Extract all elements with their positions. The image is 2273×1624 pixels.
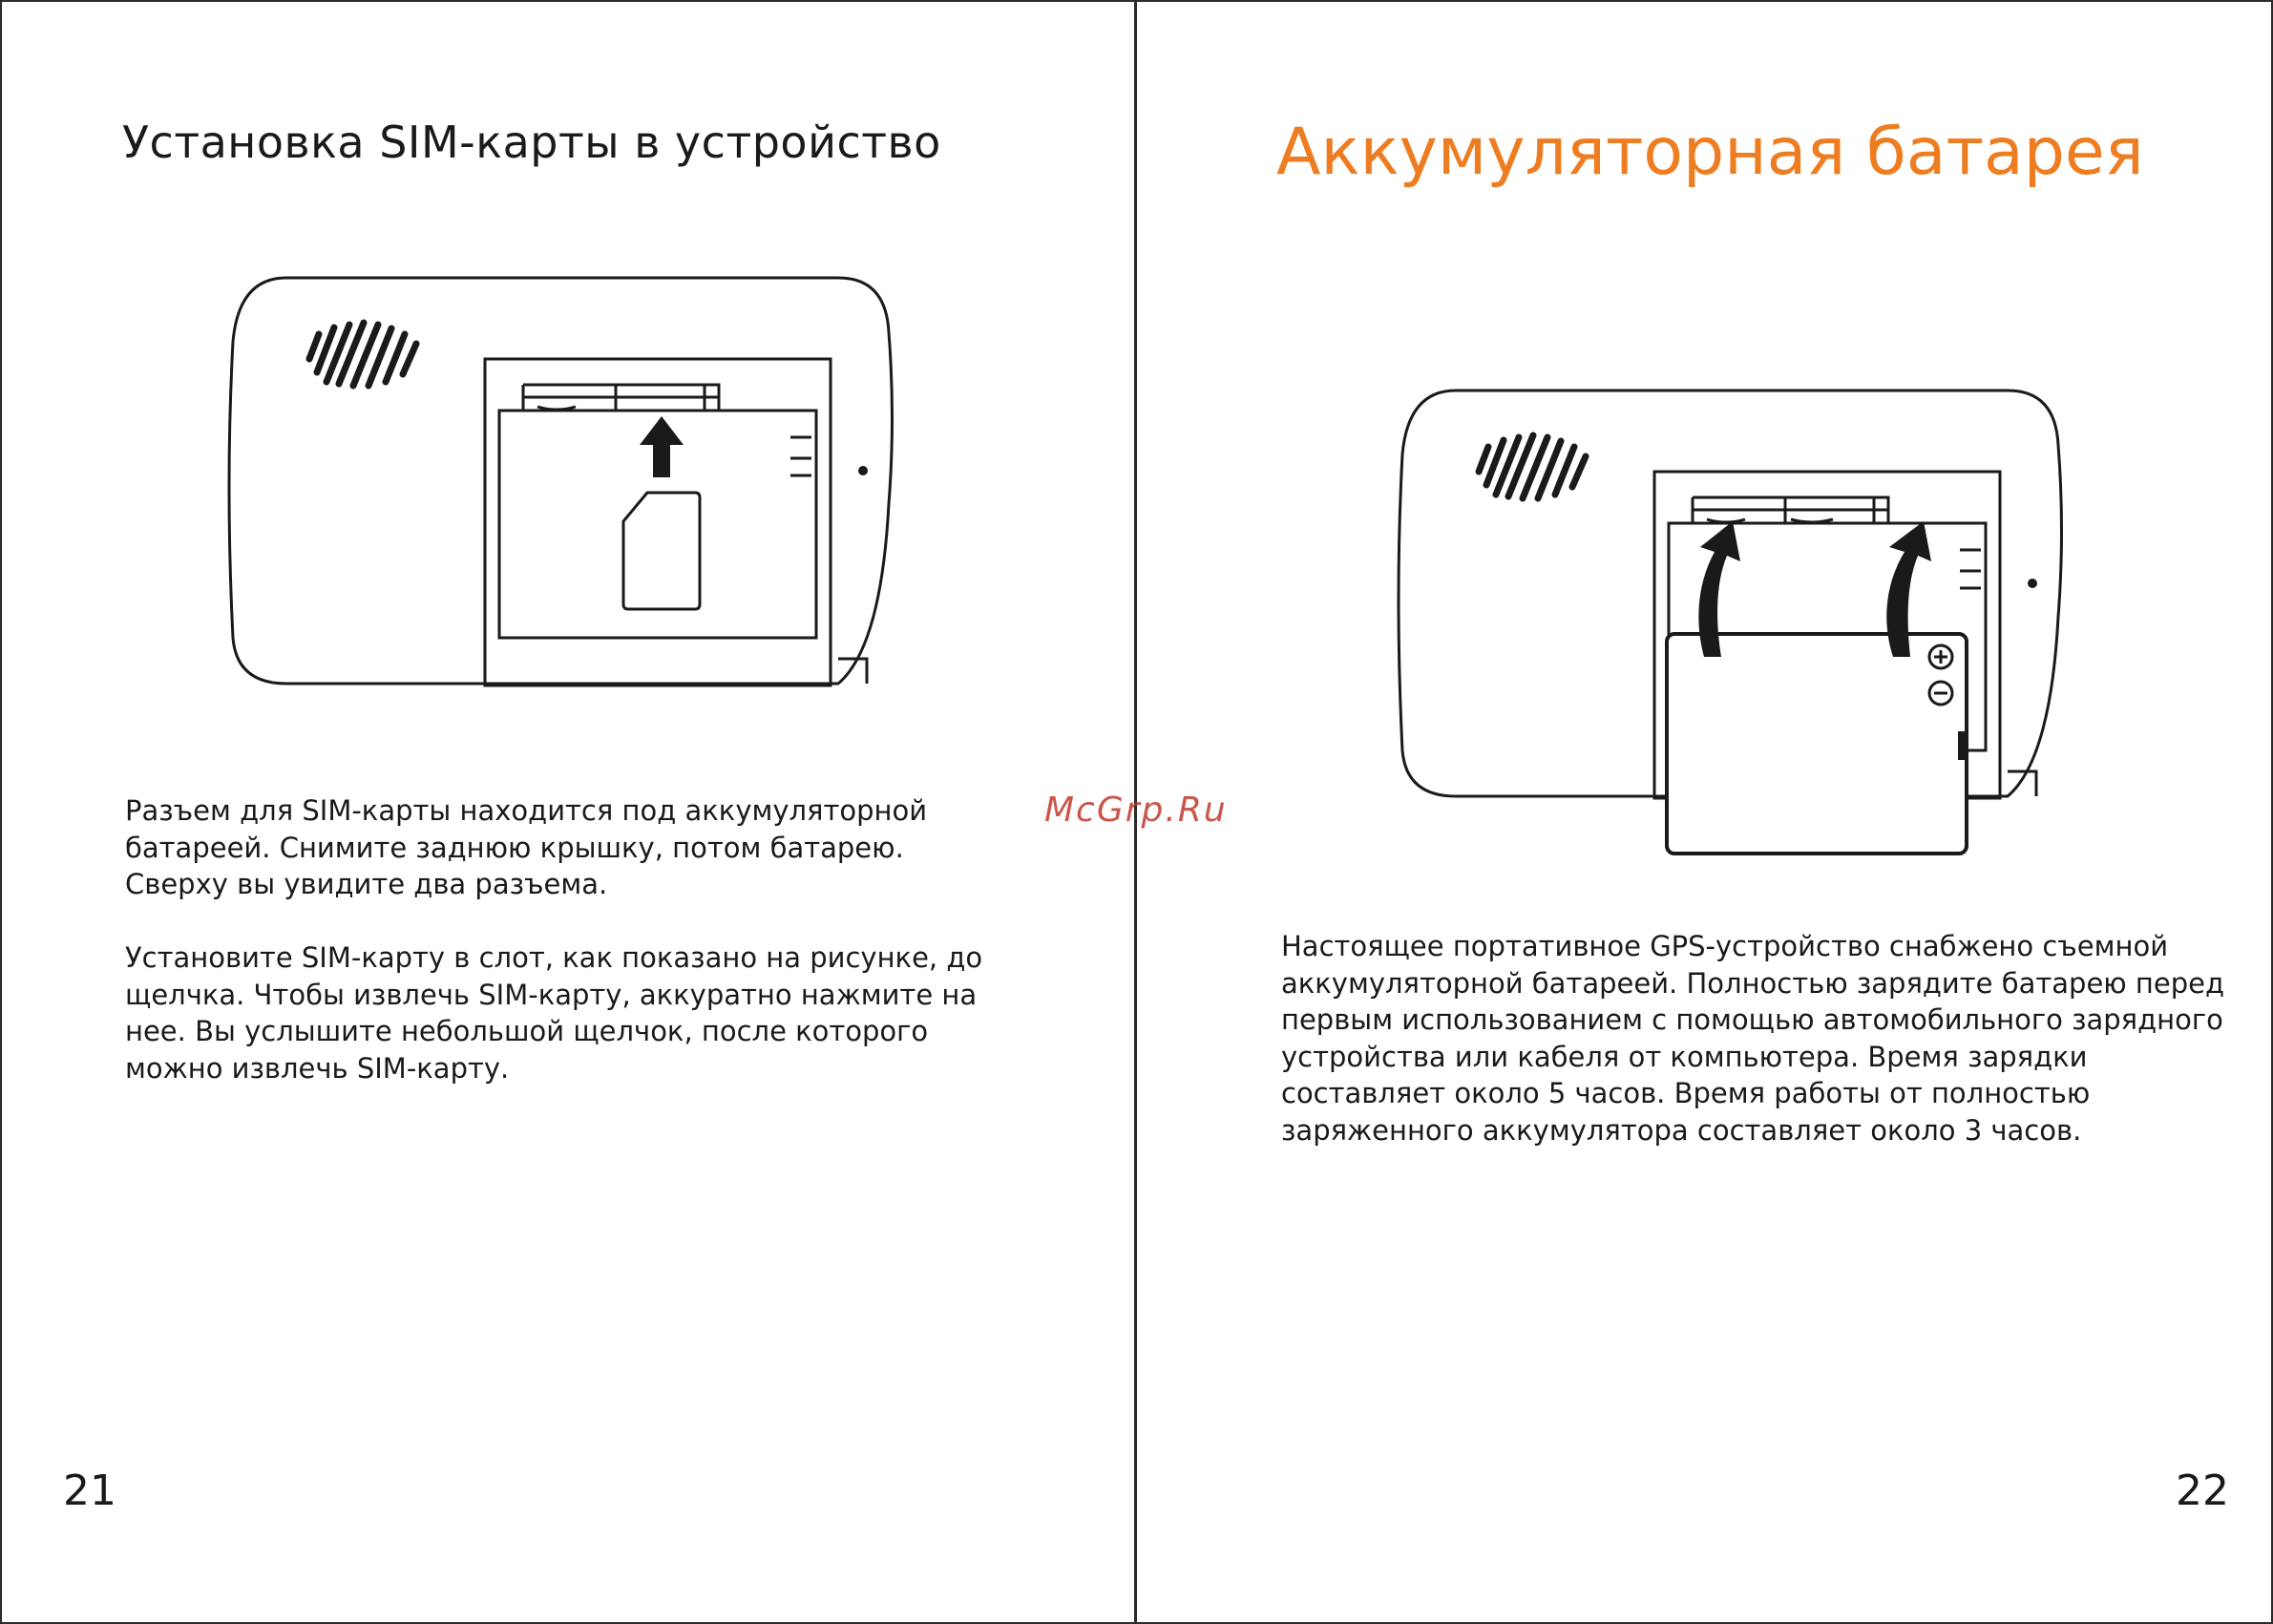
arrow-up-icon (640, 416, 684, 477)
battery-illustration (1397, 388, 2065, 865)
sim-card-shape (623, 493, 700, 609)
sim-install-paragraph: Установите SIM-карту в слот, как показано на рисунке, до щелчка. Чтобы извлечь SIM-карту, аккуратно нажмите на нее. Вы услышите небольшой щелчок, после которого можно извлечь SIM-карту. (125, 941, 983, 1085)
right-page (1137, 0, 2273, 1624)
left-page (0, 0, 1134, 1624)
indicator-dot (2028, 579, 2037, 588)
sim-slot-paragraph: Разъем для SIM-карты находится под аккумуляторной батареей. Снимите заднюю крышку, потом батарею. Сверху вы увидите два разъема. (125, 794, 928, 900)
speaker-grille-icon (1479, 435, 1586, 498)
speaker-grille-icon (309, 323, 416, 386)
left-page-title: Установка SIM-карты в устройство (122, 116, 941, 168)
battery-paragraph: Настоящее портативное GPS-устройство снабжено съемной аккумуляторной батареей. Полностью зарядите батарею перед первым использованием с помощью автомобильного зарядного устройства или кабеля от компьютера. Время зарядки составляет около 5 часов. Время работы от полностью заряженного аккумулятора составляет около 3 часов. (1281, 930, 2225, 1147)
indicator-dot (858, 466, 868, 475)
sim-install-illustration (227, 275, 895, 695)
page-number: 21 (63, 1466, 116, 1515)
right-page-title: Аккумуляторная батарея (1276, 115, 2144, 190)
watermark: McGrp.Ru (1044, 791, 1228, 830)
battery-pack (1667, 634, 1967, 854)
page-number: 22 (2176, 1466, 2229, 1515)
